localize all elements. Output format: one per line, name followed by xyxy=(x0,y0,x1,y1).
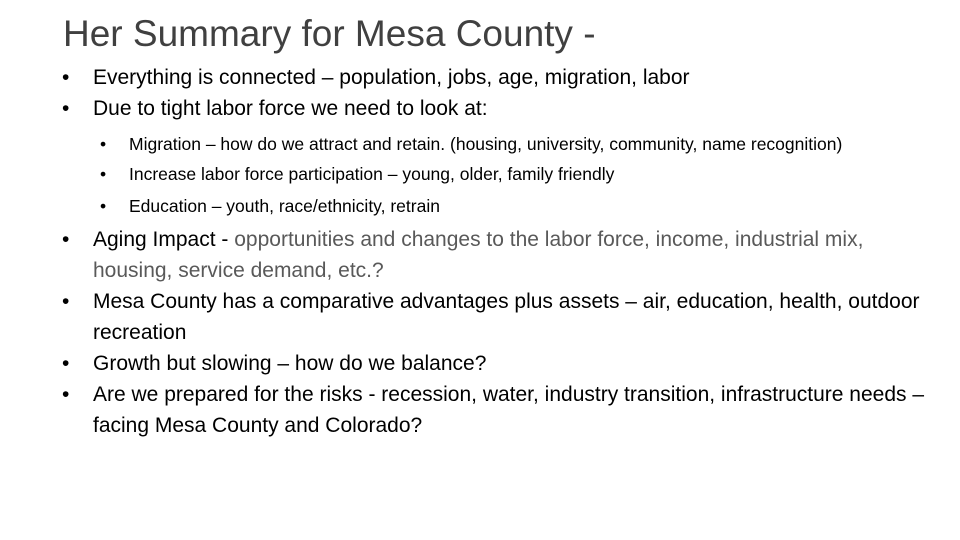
slide-title: Her Summary for Mesa County - xyxy=(63,13,596,54)
bullet-text: Growth but slowing – how do we balance? xyxy=(93,352,487,375)
bullet-dot: • xyxy=(62,383,70,406)
bullet-item xyxy=(59,62,939,93)
bullet-dot: • xyxy=(100,196,107,216)
sub-bullet-item xyxy=(59,161,929,188)
bullet-item xyxy=(59,286,939,348)
bullet-dot: • xyxy=(100,134,107,154)
bullet-text-lead: Aging Impact - xyxy=(93,228,235,251)
bullet-dot: • xyxy=(100,164,107,184)
bullet-dot: • xyxy=(62,290,70,313)
bullet-text: Mesa County has a comparative advantages plus assets – air, education, health, outdoor recreation xyxy=(93,290,920,344)
bullet-dot: • xyxy=(62,228,70,251)
sub-bullet-text: Migration – how do we attract and retain. (housing, university, community, name recognition) xyxy=(129,134,843,154)
bullet-item xyxy=(59,93,939,124)
sub-bullet-text: Increase labor force participation – young, older, family friendly xyxy=(129,164,615,184)
bullet-text: Are we prepared for the risks - recession, water, industry transition, infrastructure needs – facing Mesa County and Colorado? xyxy=(93,383,925,437)
bullet-item xyxy=(59,348,939,379)
bullet-dot: • xyxy=(62,66,70,89)
sub-bullet-item xyxy=(59,133,929,155)
sub-bullet-text: Education – youth, race/ethnicity, retrain xyxy=(129,196,440,216)
sub-bullet-item xyxy=(59,193,929,220)
bullet-item xyxy=(59,379,939,441)
bullet-text: Everything is connected – population, jobs, age, migration, labor xyxy=(93,66,690,89)
bullet-text: Due to tight labor force we need to look at: xyxy=(93,97,488,120)
bullet-list xyxy=(59,62,939,441)
bullet-dot: • xyxy=(62,97,70,120)
bullet-text-highlight: opportunities and changes to the labor force, income, industrial mix, housing, service demand, etc.? xyxy=(93,228,864,282)
bullet-dot: • xyxy=(62,352,70,375)
bullet-item xyxy=(59,224,939,286)
